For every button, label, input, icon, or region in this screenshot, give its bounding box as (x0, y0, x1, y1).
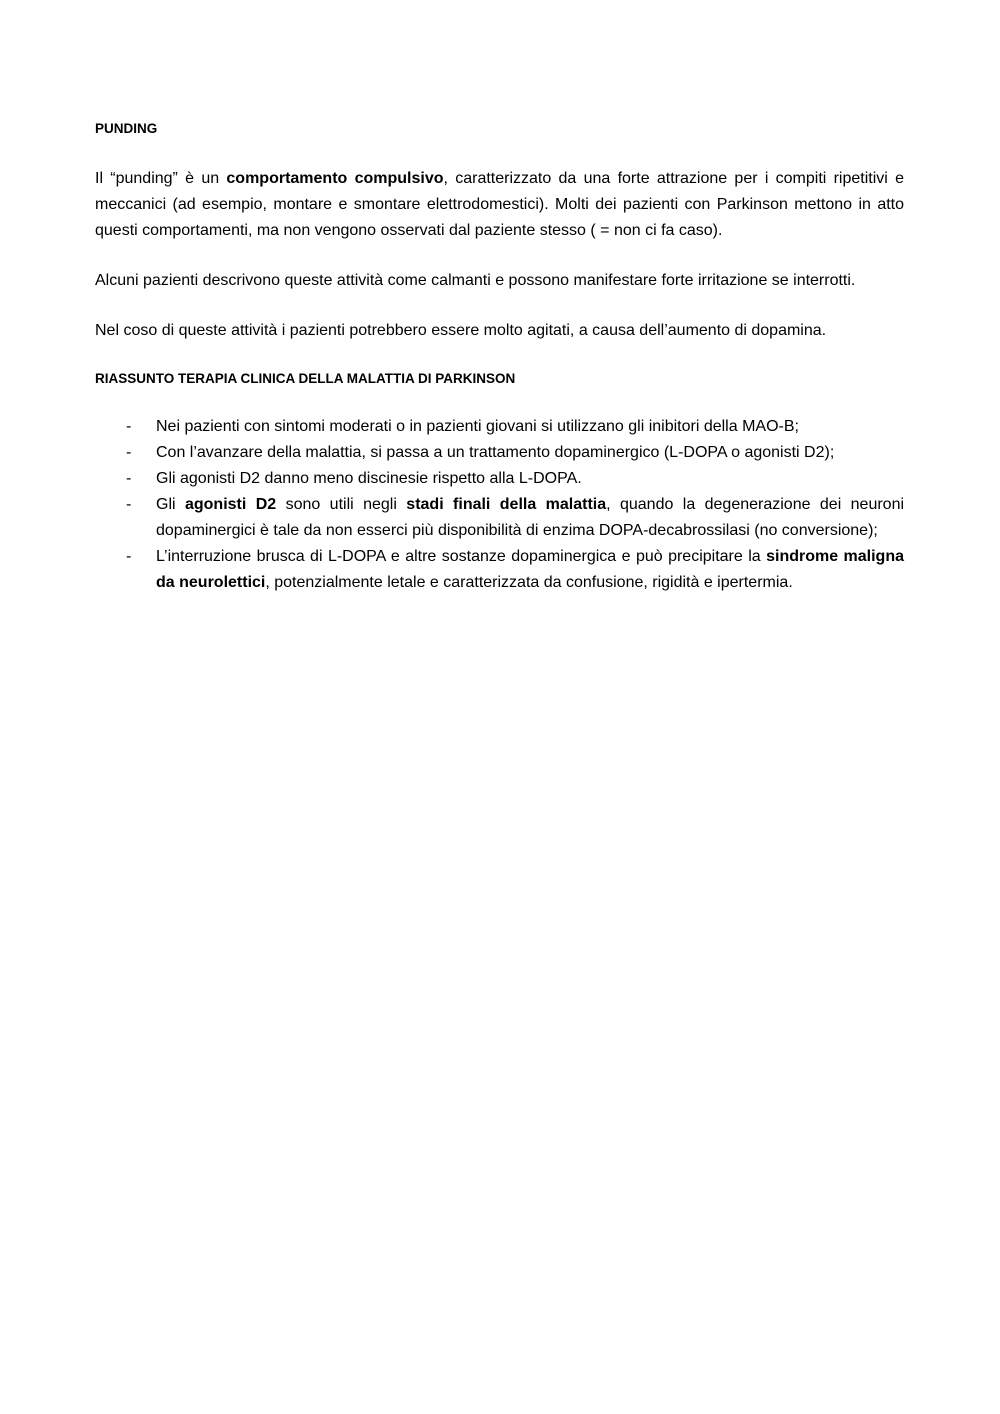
bullet-marker: - (126, 418, 132, 435)
list-item: - L’interruzione brusca di L-DOPA e altre sostanze dopaminergica e può precipitare la sindrome maligna da neurolettici, potenzialmente letale e caratterizzata da confusione, rigidità e ipertermia. (95, 544, 904, 596)
list-item: - Con l’avanzare della malattia, si passa a un trattamento dopaminergico (L-DOPA o agonisti D2); (95, 440, 904, 466)
paragraph-punding-definition: Il “punding” è un comportamento compulsivo, caratterizzato da una forte attrazione per i compiti ripetitivi e meccanici (ad esempio, montare e smontare elettrodomestici). Molti dei pazienti con Parkinson mettono in atto questi comportamenti, ma non vengono osservati dal paziente stesso ( = non ci fa caso). (95, 170, 905, 239)
bullet-marker: - (126, 444, 132, 461)
list-item: - Gli agonisti D2 sono utili negli stadi finali della malattia, quando la degenerazione dei neuroni dopaminergici è tale da non esserci più disponibilità di enzima DOPA-decabrossilasi (no conversione); (95, 492, 904, 544)
therapy-bullet-list (95, 414, 904, 596)
section-title-therapy-summary: RIASSUNTO TERAPIA CLINICA DELLA MALATTIA DI PARKINSON (95, 371, 516, 386)
section-title-punding: PUNDING (95, 121, 158, 136)
bullet-marker: - (126, 470, 132, 487)
bullet-marker: - (126, 548, 132, 565)
list-item: - Gli agonisti D2 danno meno discinesie rispetto alla L-DOPA. (95, 466, 904, 492)
list-item: - Nei pazienti con sintomi moderati o in pazienti giovani si utilizzano gli inibitori della MAO-B; (95, 414, 904, 440)
paragraph-agitation: Nel coso di queste attività i pazienti potrebbero essere molto agitati, a causa dell’aumento di dopamina. (95, 322, 827, 339)
bullet-marker: - (126, 496, 132, 513)
paragraph-calming-activities: Alcuni pazienti descrivono queste attività come calmanti e possono manifestare forte irritazione se interrotti. (95, 272, 856, 289)
document-page (95, 118, 904, 596)
